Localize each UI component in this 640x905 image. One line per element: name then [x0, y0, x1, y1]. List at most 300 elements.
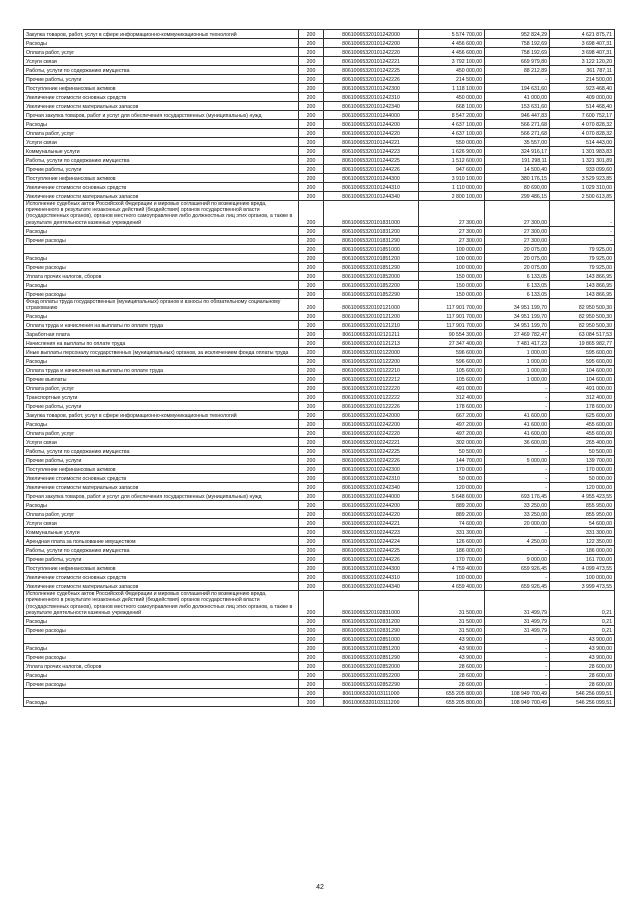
row-unexecuted: - — [550, 235, 615, 244]
table-row — [24, 689, 615, 698]
row-approved: 28 600,00 — [419, 680, 485, 689]
row-executed: 14 500,40 — [485, 165, 550, 174]
row-unexecuted: 923 468,40 — [550, 84, 615, 93]
row-line-code: 200 — [299, 626, 324, 635]
row-name: Расходы — [24, 39, 299, 48]
row-executed: 31 499,79 — [485, 626, 550, 635]
row-unexecuted: 312 400,00 — [550, 393, 615, 402]
row-budget-code: 80610065320102121213 — [324, 339, 419, 348]
row-line-code: 200 — [299, 366, 324, 375]
row-unexecuted: 331 300,00 — [550, 528, 615, 537]
row-approved: 2 800 100,00 — [419, 192, 485, 201]
row-line-code: 200 — [299, 564, 324, 573]
row-unexecuted: 82 950 500,30 — [550, 321, 615, 330]
row-name: Фонд оплаты труда государственных (муниципальных) органов и взносы по обязательному социальному страхованию — [24, 298, 299, 311]
row-unexecuted: 143 866,95 — [550, 271, 615, 280]
row-budget-code: 80610065320101851000 — [324, 244, 419, 253]
table-row — [24, 226, 615, 235]
row-executed: 33 250,00 — [485, 510, 550, 519]
table-row — [24, 289, 615, 298]
row-executed: - — [485, 528, 550, 537]
row-approved: 655 205 800,00 — [419, 689, 485, 698]
row-executed: - — [485, 662, 550, 671]
row-name: Иные выплаты персоналу государственных (муниципальных) органов, за исключением фонда оплаты труда — [24, 348, 299, 357]
row-line-code: 200 — [299, 183, 324, 192]
row-line-code: 200 — [299, 456, 324, 465]
table-row — [24, 573, 615, 582]
row-unexecuted: - — [550, 226, 615, 235]
row-approved: 889 200,00 — [419, 501, 485, 510]
row-approved: 550 000,00 — [419, 138, 485, 147]
row-approved: 497 200,00 — [419, 420, 485, 429]
row-unexecuted: 625 600,00 — [550, 411, 615, 420]
table-row — [24, 165, 615, 174]
row-executed: - — [485, 393, 550, 402]
row-approved: 450 000,00 — [419, 93, 485, 102]
row-name — [24, 635, 299, 644]
row-approved: 4 637 100,00 — [419, 120, 485, 129]
row-unexecuted: 546 256 099,51 — [550, 689, 615, 698]
row-name: Коммунальные услуги — [24, 147, 299, 156]
row-name: Расходы — [24, 644, 299, 653]
row-line-code: 200 — [299, 402, 324, 411]
row-name: Увеличение стоимости основных средств — [24, 183, 299, 192]
table-row — [24, 582, 615, 591]
row-name: Прочие выплаты — [24, 375, 299, 384]
row-approved: 178 600,00 — [419, 402, 485, 411]
table-row — [24, 644, 615, 653]
table-row — [24, 492, 615, 501]
row-approved: 27 300,00 — [419, 201, 485, 227]
row-budget-code: 80610065320101244000 — [324, 111, 419, 120]
row-line-code: 200 — [299, 165, 324, 174]
row-approved: 100 000,00 — [419, 573, 485, 582]
row-unexecuted: 3 698 407,31 — [550, 39, 615, 48]
row-executed: - — [485, 75, 550, 84]
row-executed: - — [485, 680, 550, 689]
row-budget-code: 80610065320102244221 — [324, 519, 419, 528]
row-budget-code: 80610065320101851290 — [324, 262, 419, 271]
row-line-code: 200 — [299, 226, 324, 235]
row-approved: 150 000,00 — [419, 271, 485, 280]
row-executed: 80 690,00 — [485, 183, 550, 192]
table-row — [24, 528, 615, 537]
row-line-code: 200 — [299, 244, 324, 253]
row-budget-code: 80610065320101852290 — [324, 289, 419, 298]
row-unexecuted: 214 500,00 — [550, 75, 615, 84]
table-row — [24, 474, 615, 483]
row-executed: - — [485, 483, 550, 492]
row-unexecuted: 28 600,00 — [550, 671, 615, 680]
row-unexecuted: 4 099 473,55 — [550, 564, 615, 573]
row-name: Поступление нефинансовых активов — [24, 84, 299, 93]
row-name — [24, 689, 299, 698]
row-unexecuted: 491 000,00 — [550, 384, 615, 393]
row-name: Поступление нефинансовых активов — [24, 465, 299, 474]
row-budget-code: 80610065320101244340 — [324, 192, 419, 201]
row-approved: 100 000,00 — [419, 253, 485, 262]
row-executed: 1 000,00 — [485, 348, 550, 357]
row-budget-code: 80610065320101242000 — [324, 30, 419, 39]
row-line-code: 200 — [299, 48, 324, 57]
row-approved: 1 118 100,00 — [419, 84, 485, 93]
row-executed: 41 600,00 — [485, 411, 550, 420]
table-row — [24, 111, 615, 120]
row-unexecuted: 2 500 613,85 — [550, 192, 615, 201]
row-executed: 41 600,00 — [485, 420, 550, 429]
row-budget-code: 80610065320102851290 — [324, 653, 419, 662]
row-executed: 191 298,11 — [485, 156, 550, 165]
row-executed: - — [485, 671, 550, 680]
row-name: Уплата прочих налогов, сборов — [24, 662, 299, 671]
row-name: Закупка товаров, работ, услуг в сфере информационно-коммуникационных технологий — [24, 411, 299, 420]
table-row — [24, 537, 615, 546]
row-executed: 6 133,05 — [485, 289, 550, 298]
row-unexecuted: 595 600,00 — [550, 357, 615, 366]
table-row — [24, 635, 615, 644]
row-line-code: 200 — [299, 653, 324, 662]
row-executed: 659 926,45 — [485, 582, 550, 591]
table-row — [24, 438, 615, 447]
row-unexecuted: 122 350,00 — [550, 537, 615, 546]
row-executed: 669 979,80 — [485, 57, 550, 66]
row-name: Услуги связи — [24, 57, 299, 66]
row-executed: 324 916,17 — [485, 147, 550, 156]
row-approved: 43 900,00 — [419, 644, 485, 653]
table-row — [24, 66, 615, 75]
row-approved: 331 300,00 — [419, 528, 485, 537]
row-budget-code: 80610065320101852200 — [324, 280, 419, 289]
row-budget-code: 80610065320102852000 — [324, 662, 419, 671]
row-budget-code: 80610065320102242221 — [324, 438, 419, 447]
row-executed: 4 250,00 — [485, 537, 550, 546]
row-executed: 27 469 782,47 — [485, 330, 550, 339]
row-line-code: 200 — [299, 411, 324, 420]
row-approved: 31 500,00 — [419, 617, 485, 626]
row-approved: 74 600,00 — [419, 519, 485, 528]
table-row — [24, 698, 615, 707]
row-approved: 5 648 600,00 — [419, 492, 485, 501]
row-line-code: 200 — [299, 644, 324, 653]
row-unexecuted: 361 787,11 — [550, 66, 615, 75]
row-unexecuted: 1 321 301,89 — [550, 156, 615, 165]
row-name: Оплата работ, услуг — [24, 429, 299, 438]
row-name: Прочие работы, услуги — [24, 555, 299, 564]
row-budget-code: 80610065320102121210 — [324, 321, 419, 330]
row-line-code: 200 — [299, 321, 324, 330]
row-approved: 214 500,00 — [419, 75, 485, 84]
row-line-code: 200 — [299, 30, 324, 39]
row-executed: 108 949 700,49 — [485, 689, 550, 698]
row-line-code: 200 — [299, 573, 324, 582]
row-approved: 126 600,00 — [419, 537, 485, 546]
table-row — [24, 262, 615, 271]
row-unexecuted: 82 950 500,30 — [550, 312, 615, 321]
row-approved: 90 554 300,00 — [419, 330, 485, 339]
row-budget-code: 80610065320101851200 — [324, 253, 419, 262]
table-row — [24, 617, 615, 626]
row-unexecuted: 120 000,00 — [550, 483, 615, 492]
row-budget-code: 80610065320102244300 — [324, 564, 419, 573]
row-approved: 491 000,00 — [419, 384, 485, 393]
row-executed: 88 212,89 — [485, 66, 550, 75]
row-line-code: 200 — [299, 591, 324, 617]
row-approved: 186 000,00 — [419, 546, 485, 555]
row-executed: 566 271,68 — [485, 129, 550, 138]
row-executed: 35 557,00 — [485, 138, 550, 147]
row-approved: 117 901 700,00 — [419, 312, 485, 321]
row-name: Уплата прочих налогов, сборов — [24, 271, 299, 280]
row-unexecuted: 514 468,40 — [550, 102, 615, 111]
row-unexecuted: 265 400,00 — [550, 438, 615, 447]
table-row — [24, 57, 615, 66]
row-name: Оплата работ, услуг — [24, 129, 299, 138]
row-name: Транспортные услуги — [24, 393, 299, 402]
row-executed: 31 499,79 — [485, 591, 550, 617]
row-approved: 3 792 100,00 — [419, 57, 485, 66]
row-budget-code: 80610065320101242340 — [324, 102, 419, 111]
row-line-code: 200 — [299, 339, 324, 348]
row-name: Прочая закупка товаров, работ и услуг для обеспечения государственных (муниципальных) нужд — [24, 492, 299, 501]
row-name: Увеличение стоимости основных средств — [24, 573, 299, 582]
row-budget-code: 80610065320102831200 — [324, 617, 419, 626]
row-unexecuted: 79 925,00 — [550, 244, 615, 253]
row-budget-code: 80610065320101242300 — [324, 84, 419, 93]
row-name: Прочая закупка товаров, работ и услуг для обеспечения государственных (муниципальных) нужд — [24, 111, 299, 120]
table-row — [24, 201, 615, 227]
row-approved: 50 000,00 — [419, 474, 485, 483]
row-line-code: 200 — [299, 357, 324, 366]
row-name: Закупка товаров, работ, услуг в сфере информационно-коммуникационных технологий — [24, 30, 299, 39]
row-budget-code: 80610065320101831290 — [324, 235, 419, 244]
row-budget-code: 80610065320101852000 — [324, 271, 419, 280]
table-row — [24, 129, 615, 138]
row-executed: 108 949 700,49 — [485, 698, 550, 707]
row-name: Расходы — [24, 698, 299, 707]
row-unexecuted: 28 600,00 — [550, 680, 615, 689]
row-name: Увеличение стоимости основных средств — [24, 474, 299, 483]
row-line-code: 200 — [299, 271, 324, 280]
table-row — [24, 366, 615, 375]
row-line-code: 200 — [299, 375, 324, 384]
row-budget-code: 80610065320101242220 — [324, 48, 419, 57]
row-line-code: 200 — [299, 438, 324, 447]
row-line-code: 200 — [299, 192, 324, 201]
row-unexecuted: 170 000,00 — [550, 465, 615, 474]
row-line-code: 200 — [299, 235, 324, 244]
row-name: Прочие расходы — [24, 235, 299, 244]
table-row — [24, 235, 615, 244]
row-unexecuted: 3 529 923,85 — [550, 174, 615, 183]
row-line-code: 200 — [299, 312, 324, 321]
row-budget-code: 80610065320101831000 — [324, 201, 419, 227]
row-line-code: 200 — [299, 120, 324, 129]
row-budget-code: 80610065320101244220 — [324, 129, 419, 138]
row-approved: 1 110 000,00 — [419, 183, 485, 192]
row-line-code: 200 — [299, 262, 324, 271]
row-unexecuted: 19 865 982,77 — [550, 339, 615, 348]
row-unexecuted: 54 600,00 — [550, 519, 615, 528]
table-row — [24, 298, 615, 311]
row-name: Увеличение стоимости материальных запасов — [24, 192, 299, 201]
row-name: Расходы — [24, 226, 299, 235]
row-unexecuted: 79 925,00 — [550, 253, 615, 262]
row-name: Прочие работы, услуги — [24, 456, 299, 465]
row-line-code: 200 — [299, 492, 324, 501]
row-budget-code: 80610065320101244226 — [324, 165, 419, 174]
row-line-code: 200 — [299, 447, 324, 456]
row-line-code: 200 — [299, 75, 324, 84]
row-approved: 655 205 800,00 — [419, 698, 485, 707]
table-row — [24, 393, 615, 402]
row-budget-code: 80610065320102122000 — [324, 348, 419, 357]
table-row — [24, 174, 615, 183]
row-line-code: 200 — [299, 465, 324, 474]
row-executed: - — [485, 465, 550, 474]
row-line-code: 200 — [299, 280, 324, 289]
row-line-code: 200 — [299, 420, 324, 429]
row-approved: 100 000,00 — [419, 262, 485, 271]
table-row — [24, 102, 615, 111]
row-executed: 952 824,29 — [485, 30, 550, 39]
row-line-code: 200 — [299, 429, 324, 438]
row-approved: 4 759 400,00 — [419, 564, 485, 573]
row-executed: 153 631,60 — [485, 102, 550, 111]
table-row — [24, 120, 615, 129]
table-row — [24, 357, 615, 366]
row-line-code: 200 — [299, 348, 324, 357]
table-row — [24, 93, 615, 102]
row-approved: 27 300,00 — [419, 235, 485, 244]
row-name: Расходы — [24, 617, 299, 626]
row-budget-code: 80610065320102244224 — [324, 537, 419, 546]
row-budget-code: 80610065320101244200 — [324, 120, 419, 129]
row-executed: 693 176,45 — [485, 492, 550, 501]
row-approved: 8 547 200,00 — [419, 111, 485, 120]
table-row — [24, 271, 615, 280]
row-executed: 299 486,15 — [485, 192, 550, 201]
table-row — [24, 653, 615, 662]
row-executed: 27 300,00 — [485, 235, 550, 244]
row-budget-code: 80610065320102831290 — [324, 626, 419, 635]
row-line-code: 200 — [299, 39, 324, 48]
row-approved: 50 500,00 — [419, 447, 485, 456]
row-executed: 27 300,00 — [485, 201, 550, 227]
row-approved: 947 600,00 — [419, 165, 485, 174]
row-budget-code: 80610065320102242220 — [324, 429, 419, 438]
row-line-code: 200 — [299, 483, 324, 492]
row-name: Начисления на выплаты по оплате труда — [24, 339, 299, 348]
row-executed: 41 000,00 — [485, 93, 550, 102]
row-line-code: 200 — [299, 689, 324, 698]
row-name: Работы, услуги по содержанию имущества — [24, 156, 299, 165]
row-executed: 5 000,00 — [485, 456, 550, 465]
row-budget-code: 80610065320102122210 — [324, 366, 419, 375]
table-row — [24, 84, 615, 93]
budget-execution-table — [23, 29, 614, 707]
row-line-code: 200 — [299, 555, 324, 564]
row-line-code: 200 — [299, 201, 324, 227]
row-budget-code: 80610065320101244221 — [324, 138, 419, 147]
row-budget-code: 80610065320101831200 — [324, 226, 419, 235]
row-executed: 758 192,69 — [485, 39, 550, 48]
row-name: Услуги связи — [24, 438, 299, 447]
row-executed: 758 192,69 — [485, 48, 550, 57]
row-budget-code: 80610065320102852200 — [324, 671, 419, 680]
table-row — [24, 519, 615, 528]
row-approved: 668 100,00 — [419, 102, 485, 111]
row-approved: 596 600,00 — [419, 348, 485, 357]
row-name: Увеличение стоимости основных средств — [24, 93, 299, 102]
row-unexecuted: 855 950,00 — [550, 501, 615, 510]
row-budget-code: 80610065320101242225 — [324, 66, 419, 75]
row-line-code: 200 — [299, 528, 324, 537]
row-name: Расходы — [24, 501, 299, 510]
row-line-code: 200 — [299, 84, 324, 93]
row-executed: - — [485, 546, 550, 555]
row-name: Расходы — [24, 312, 299, 321]
row-name: Расходы — [24, 280, 299, 289]
row-name: Оплата работ, услуг — [24, 48, 299, 57]
row-executed: - — [485, 402, 550, 411]
row-unexecuted: 0,21 — [550, 626, 615, 635]
row-executed: 1 000,00 — [485, 366, 550, 375]
row-name: Расходы — [24, 357, 299, 366]
row-approved: 312 400,00 — [419, 393, 485, 402]
row-name: Прочие расходы — [24, 680, 299, 689]
table-row — [24, 680, 615, 689]
row-approved: 170 000,00 — [419, 465, 485, 474]
row-approved: 4 456 600,00 — [419, 39, 485, 48]
row-budget-code: 80610065320102122222 — [324, 393, 419, 402]
row-budget-code: 80610065320102242200 — [324, 420, 419, 429]
table-row — [24, 456, 615, 465]
row-budget-code: 80610065320102852290 — [324, 680, 419, 689]
row-approved: 1 512 600,00 — [419, 156, 485, 165]
row-line-code: 200 — [299, 501, 324, 510]
row-budget-code: 80610065320102121211 — [324, 330, 419, 339]
row-executed: - — [485, 474, 550, 483]
row-budget-code: 80610065320102242225 — [324, 447, 419, 456]
row-line-code: 200 — [299, 174, 324, 183]
row-budget-code: 80610065320102121000 — [324, 298, 419, 311]
row-name: Расходы — [24, 671, 299, 680]
row-budget-code: 80610065320101242200 — [324, 39, 419, 48]
row-line-code: 200 — [299, 66, 324, 75]
row-name: Работы, услуги по содержанию имущества — [24, 66, 299, 75]
row-approved: 27 347 400,00 — [419, 339, 485, 348]
row-budget-code: 80610065320102831000 — [324, 591, 419, 617]
row-line-code: 200 — [299, 298, 324, 311]
row-budget-code: 80610065320101242310 — [324, 93, 419, 102]
row-line-code: 200 — [299, 537, 324, 546]
row-line-code: 200 — [299, 330, 324, 339]
row-approved: 150 000,00 — [419, 289, 485, 298]
row-approved: 43 900,00 — [419, 653, 485, 662]
row-budget-code: 80610065320102244200 — [324, 501, 419, 510]
row-executed: 41 600,00 — [485, 429, 550, 438]
page-number: 42 — [316, 884, 324, 891]
row-unexecuted: 1 301 983,83 — [550, 147, 615, 156]
row-unexecuted: 0,21 — [550, 617, 615, 626]
row-unexecuted: 7 600 752,17 — [550, 111, 615, 120]
row-unexecuted: 4 070 828,32 — [550, 129, 615, 138]
table-row — [24, 465, 615, 474]
row-approved: 3 910 100,00 — [419, 174, 485, 183]
row-budget-code: 80610065320102242300 — [324, 465, 419, 474]
row-approved: 31 500,00 — [419, 626, 485, 635]
row-name: Поступление нефинансовых активов — [24, 564, 299, 573]
